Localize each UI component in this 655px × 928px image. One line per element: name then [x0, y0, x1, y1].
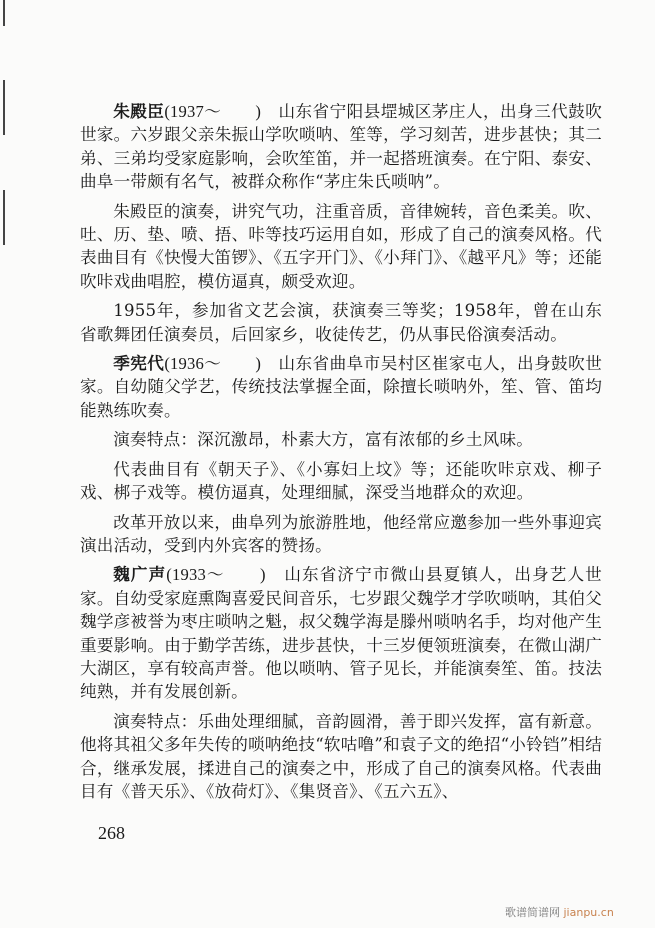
paragraph-biography-zhu-dianchen	[80, 100, 602, 194]
paragraph	[80, 299, 602, 346]
person-name: 魏广声	[113, 565, 167, 585]
watermark-domain: jianpu.cn	[563, 906, 614, 919]
page-number: 268	[98, 823, 125, 843]
paragraph	[80, 511, 602, 558]
scan-edge-mark	[3, 80, 5, 135]
paragraph-text: 改革开放以来，曲阜列为旅游胜地，他经常应邀参加一些外事迎宾演出活动，受到内外宾客的赞扬。	[80, 512, 602, 555]
paragraph-text: 演奏特点：乐曲处理细腻，音韵圆滑，善于即兴发挥，富有新意。他将其祖父多年失传的唢呐绝技“软咕噜”和袁子文的绝招“小铃铛”相结合，继承发展，揉进自己的演奏之中，形成了自己的演奏风格。代表曲目有《普天乐》、《放荷灯》、《集贤音》、《五六五》、	[80, 711, 602, 801]
person-name: 季宪代	[113, 354, 165, 374]
paragraph	[80, 428, 602, 451]
person-dates: (1937～ )	[164, 102, 262, 121]
scan-edge-mark	[3, 190, 5, 245]
paragraph-biography-ji-xiandai	[80, 352, 602, 422]
paragraph-text: 朱殿臣的演奏，讲究气功，注重音质，音律婉转，音色柔美。吹、吐、历、垫、喷、捂、咔等技巧运用自如，形成了自己的演奏风格。代表曲目有《快慢大笛锣》、《五字开门》、《小拜门》、《越平凡》等；还能吹咔戏曲唱腔，模仿逼真，颇受欢迎。	[80, 201, 602, 291]
paragraph-biography-wei-guangsheng	[80, 563, 602, 703]
scan-edge-mark	[3, 0, 5, 26]
watermark	[505, 904, 614, 920]
paragraph-text: 1955年，参加省文艺会演，获演奏三等奖；1958年，曾在山东省歌舞团任演奏员，后回家乡，收徒传艺，仍从事民俗演奏活动。	[80, 301, 602, 344]
paragraph-text: 山东省宁阳县堽城区茅庄人，出身三代鼓吹世家。六岁跟父亲朱振山学吹唢呐、笙等，学习刻苦，进步甚快；其二弟、三弟均受家庭影响，会吹笙笛，并一起搭班演奏。在宁阳、泰安、曲阜一带颇有名气，被群众称作“茅庄朱氏唢呐”。	[80, 102, 603, 192]
watermark-site-name: 歌谱简谱网	[505, 906, 560, 919]
paragraph-text: 代表曲目有《朝天子》、《小寡妇上坟》等；还能吹咔京戏、柳子戏、梆子戏等。模仿逼真，处理细腻，深受当地群众的欢迎。	[80, 459, 602, 503]
paragraph-text: 演奏特点：深沉激昂，朴素大方，富有浓郁的乡土风味。	[113, 430, 534, 450]
paragraph	[80, 200, 602, 294]
paragraph	[80, 458, 602, 505]
person-name: 朱殿臣	[113, 102, 165, 121]
paragraph-text: 山东省济宁市微山县夏镇人，出身艺人世家。自幼受家庭熏陶喜爱民间音乐，七岁跟父魏学才学吹唢呐，其伯父魏学彦被誉为枣庄唢呐之魁，叔父魏学海是滕州唢呐名手，均对他产生重要影响。由于勤学苦练，进步甚快，十三岁便领班演奏，在微山湖广大湖区，享有较高声誉。他以唢呐、管子见长，并能演奏笙、笛。技法纯熟，并有发展创新。	[80, 565, 602, 702]
paragraph	[80, 710, 602, 804]
person-dates: (1936～ )	[164, 354, 262, 374]
page-body	[80, 100, 602, 809]
paragraph-text: 山东省曲阜市吴村区崔家屯人，出身鼓吹世家。自幼随父学艺，传统技法掌握全面，除擅长唢呐外，笙、管、笛均能熟练吹奏。	[80, 354, 603, 420]
person-dates: (1933～ )	[166, 565, 266, 585]
